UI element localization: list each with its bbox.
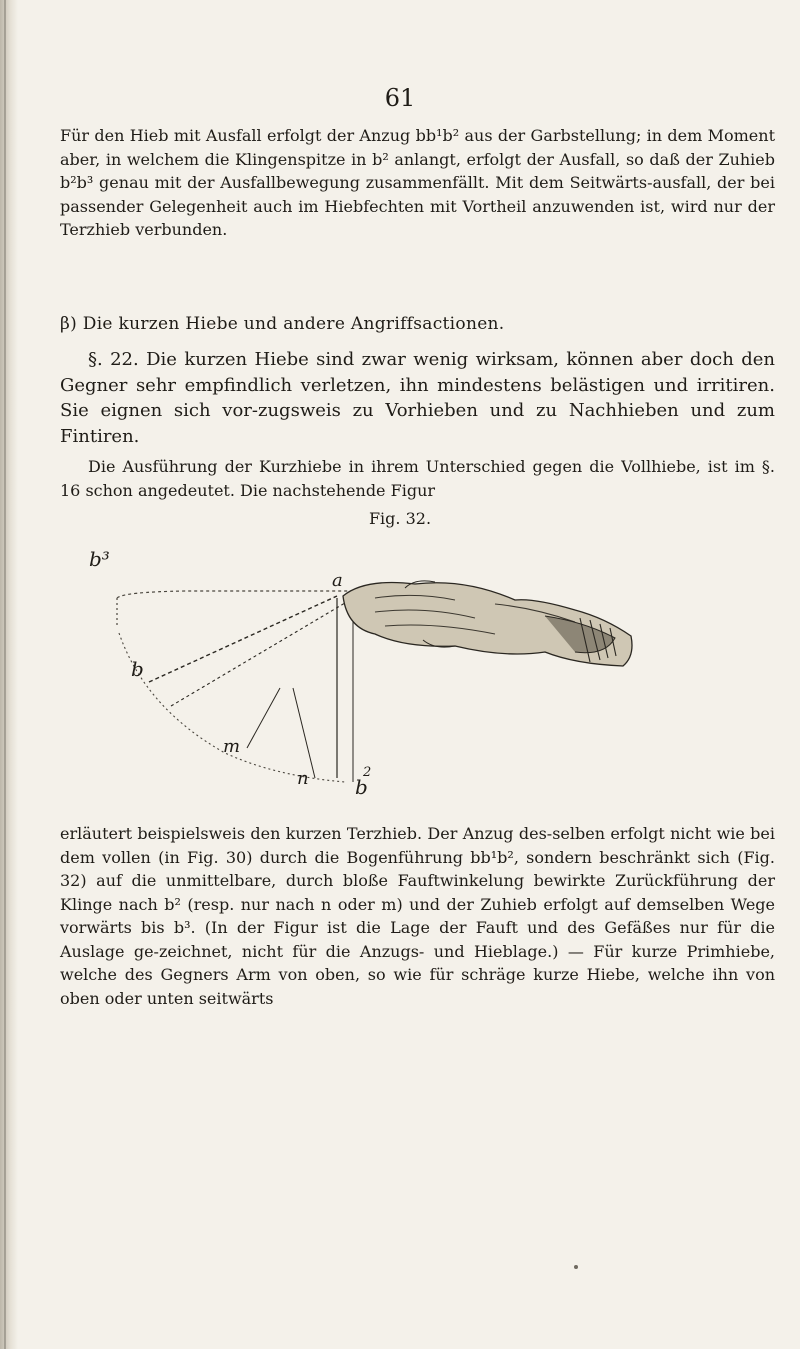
label-b2: b	[355, 775, 368, 799]
label-b: b	[131, 657, 144, 681]
label-b2-sup: 2	[363, 765, 372, 780]
figure-32	[75, 538, 725, 818]
paragraph-section-22: §. 22. Die kurzen Hiebe sind zwar wenig wirksam, können aber doch den Gegner sehr empfindlich verletzen, ihn mindestens belästigen und irritiren. Sie eignen sich vor-zugsweis zu Vorhieben und zu Nachhieben und zum Fintiren.	[60, 349, 775, 447]
paragraph-kurzer-terzhieb: erläutert beispielsweis den kurzen Terzhieb. Der Anzug des-selben erfolgt nicht wie bei dem vollen (in Fig. 30) durch die Bogenführung bb¹b², sondern beschränkt sich (Fig. 32) auf die unmittelbare, durch bloße Fauftwinkelung bewirkte Zurückführung der Klinge nach b² (resp. nur nach n oder m) und der Zuhieb erfolgt auf demselben Wege vorwärts bis b³. (In der Figur ist die Lage der Fauft und des Gefäßes nur für die Auslage ge-zeichnet, nicht für die Anzugs- und Hieblage.) — Für kurze Primhiebe, welche des Gegners Arm von oben, so wie für schräge kurze Hiebe, welche ihn von oben oder unten seitwärts	[60, 824, 775, 1008]
arc-sweep	[119, 633, 345, 782]
hand-illustration	[343, 581, 632, 666]
label-a: a	[332, 570, 343, 591]
figure-32-drawing	[75, 538, 725, 818]
figure-caption: Fig. 32.	[368, 509, 432, 528]
section-heading: β) Die kurzen Hiebe und andere Angriffsactionen.	[60, 314, 505, 334]
diagonal-line-m	[247, 688, 280, 748]
blade-dashed	[149, 596, 337, 682]
label-m: m	[223, 736, 241, 757]
ink-dot	[574, 1265, 578, 1269]
page-number: 61	[384, 84, 416, 112]
blade-dashed-2	[171, 600, 350, 706]
page-edge	[0, 0, 18, 1349]
label-n: n	[297, 768, 309, 789]
binding-line	[4, 0, 6, 1349]
label-b3: b³	[89, 547, 110, 571]
paragraph-ausfuehrung: Die Ausführung der Kurzhiebe in ihrem Unterschied gegen die Vollhiebe, ist im §. 16 schon angedeutet. Die nachstehende Figur	[60, 457, 775, 500]
paragraph-hieb-mit-ausfall: Für den Hieb mit Ausfall erfolgt der Anzug bb¹b² aus der Garbstellung; in dem Moment aber, in welchem die Klingenspitze in b² anlangt, erfolgt der Ausfall, so daß der Zuhieb b²b³ genau mit der Ausfallbewegung zusammenfällt. Mit dem Seitwärts-ausfall, der bei passender Gelegenheit auch im Hiebfechten mit Vortheil anzuwenden ist, wird nur der Terzhieb verbunden.	[60, 126, 775, 239]
diagonal-line-n	[293, 688, 315, 778]
